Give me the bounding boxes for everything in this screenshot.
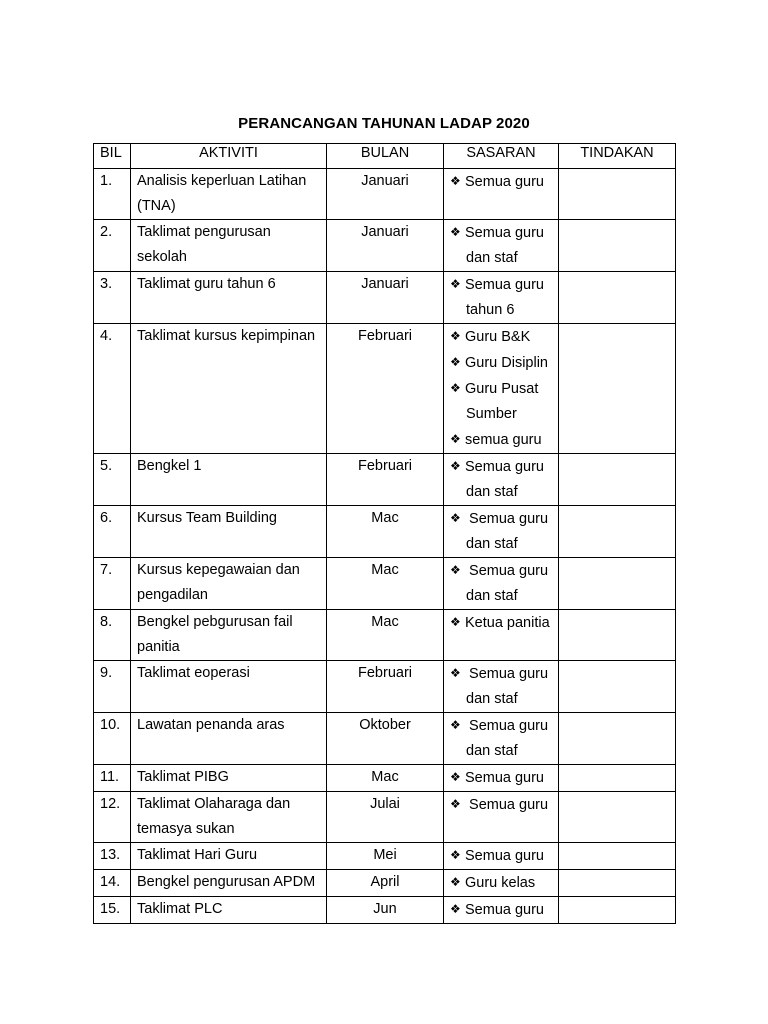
cell-bil: 5.: [94, 454, 131, 506]
diamond-bullet-icon: ❖: [450, 432, 461, 446]
cell-aktiviti: Taklimat PLC: [131, 897, 327, 924]
cell-aktiviti: Lawatan penanda aras: [131, 713, 327, 765]
table-row: [94, 220, 676, 272]
cell-aktiviti: Bengkel pengurusan APDM: [131, 870, 327, 897]
cell-sasaran: [444, 661, 559, 713]
sasaran-text: Semua guru: [465, 902, 544, 918]
sasaran-item: [450, 765, 552, 791]
cell-aktiviti: Taklimat Hari Guru: [131, 843, 327, 870]
table-row: [94, 454, 676, 506]
sasaran-item: [450, 687, 552, 712]
table-row: [94, 272, 676, 324]
sasaran-item: [450, 169, 552, 195]
cell-bulan: Mac: [327, 506, 444, 558]
cell-aktiviti: Kursus kepegawaian dan pengadilan: [131, 558, 327, 610]
sasaran-text: Semua guru: [465, 666, 549, 682]
sasaran-text: Guru kelas: [465, 875, 536, 891]
table-row: [94, 897, 676, 924]
sasaran-text: semua guru: [465, 432, 542, 448]
cell-bil: 12.: [94, 792, 131, 843]
cell-bulan: Januari: [327, 272, 444, 324]
sasaran-text: Semua guru: [465, 848, 544, 864]
cell-sasaran: [444, 870, 559, 897]
cell-bulan: Februari: [327, 324, 444, 454]
cell-aktiviti: Taklimat PIBG: [131, 765, 327, 792]
diamond-bullet-icon: ❖: [450, 875, 461, 889]
cell-tindakan: [559, 870, 676, 897]
sasaran-item: [450, 298, 552, 323]
sasaran-item: [450, 870, 552, 896]
cell-aktiviti: Taklimat guru tahun 6: [131, 272, 327, 324]
sasaran-text: Semua guru: [465, 174, 544, 190]
sasaran-text: Guru Disiplin: [465, 355, 548, 371]
cell-bil: 8.: [94, 610, 131, 661]
cell-sasaran: [444, 324, 559, 454]
header-sasaran: SASARAN: [444, 144, 559, 169]
cell-bulan: Julai: [327, 792, 444, 843]
diamond-bullet-icon: ❖: [450, 174, 461, 188]
table-body: [94, 169, 676, 924]
diamond-bullet-icon: ❖: [450, 770, 461, 784]
cell-bulan: Januari: [327, 169, 444, 220]
sasaran-item: [450, 661, 552, 687]
sasaran-item: [450, 843, 552, 869]
cell-sasaran: [444, 792, 559, 843]
diamond-bullet-icon: ❖: [450, 797, 461, 811]
cell-tindakan: [559, 169, 676, 220]
diamond-bullet-icon: ❖: [450, 355, 461, 369]
diamond-bullet-icon: ❖: [450, 511, 461, 525]
cell-bulan: Mac: [327, 765, 444, 792]
cell-bulan: Mac: [327, 610, 444, 661]
cell-tindakan: [559, 454, 676, 506]
sasaran-item: [450, 402, 552, 427]
cell-bulan: April: [327, 870, 444, 897]
cell-bulan: Mei: [327, 843, 444, 870]
sasaran-text: Semua guru: [465, 511, 549, 527]
sasaran-item: [450, 324, 552, 350]
cell-bil: 14.: [94, 870, 131, 897]
cell-bil: 3.: [94, 272, 131, 324]
cell-bulan: Jun: [327, 897, 444, 924]
cell-sasaran: [444, 220, 559, 272]
cell-bil: 7.: [94, 558, 131, 610]
cell-sasaran: [444, 454, 559, 506]
sasaran-item: [450, 739, 552, 764]
sasaran-text: Semua guru: [465, 797, 549, 813]
sasaran-text: Semua guru: [465, 277, 544, 293]
cell-tindakan: [559, 610, 676, 661]
page-title: PERANCANGAN TAHUNAN LADAP 2020: [238, 115, 530, 132]
cell-aktiviti: Taklimat pengurusan sekolah: [131, 220, 327, 272]
header-bil: BIL: [94, 144, 131, 169]
sasaran-text: tahun 6: [466, 302, 515, 318]
diamond-bullet-icon: ❖: [450, 666, 461, 680]
diamond-bullet-icon: ❖: [450, 277, 461, 291]
cell-bil: 1.: [94, 169, 131, 220]
diamond-bullet-icon: ❖: [450, 329, 461, 343]
diamond-bullet-icon: ❖: [450, 848, 461, 862]
sasaran-text: Guru B&K: [465, 329, 531, 345]
table-row: [94, 843, 676, 870]
sasaran-item: [450, 376, 552, 402]
cell-bulan: Oktober: [327, 713, 444, 765]
sasaran-item: [450, 532, 552, 557]
cell-bulan: Januari: [327, 220, 444, 272]
table-row: [94, 610, 676, 661]
diamond-bullet-icon: ❖: [450, 381, 461, 395]
sasaran-item: [450, 350, 552, 376]
cell-aktiviti: Analisis keperluan Latihan (TNA): [131, 169, 327, 220]
cell-tindakan: [559, 792, 676, 843]
sasaran-text: Semua guru: [465, 459, 544, 475]
sasaran-text: Semua guru: [465, 225, 544, 241]
cell-sasaran: [444, 272, 559, 324]
table-row: [94, 506, 676, 558]
diamond-bullet-icon: ❖: [450, 615, 461, 629]
cell-tindakan: [559, 661, 676, 713]
cell-sasaran: [444, 558, 559, 610]
annual-plan-table: [93, 143, 676, 924]
cell-bil: 10.: [94, 713, 131, 765]
sasaran-text: dan staf: [466, 588, 518, 604]
cell-tindakan: [559, 713, 676, 765]
cell-tindakan: [559, 220, 676, 272]
cell-sasaran: [444, 713, 559, 765]
sasaran-item: [450, 792, 552, 818]
table-row: [94, 169, 676, 220]
sasaran-text: Semua guru: [465, 718, 549, 734]
sasaran-text: dan staf: [466, 536, 518, 552]
table-row: [94, 661, 676, 713]
sasaran-text: dan staf: [466, 250, 518, 266]
sasaran-item: [450, 220, 552, 246]
sasaran-text: Semua guru: [465, 563, 549, 579]
cell-bulan: Februari: [327, 454, 444, 506]
diamond-bullet-icon: ❖: [450, 225, 461, 239]
cell-tindakan: [559, 765, 676, 792]
diamond-bullet-icon: ❖: [450, 902, 461, 916]
cell-bil: 4.: [94, 324, 131, 454]
cell-aktiviti: Kursus Team Building: [131, 506, 327, 558]
table-row: [94, 765, 676, 792]
sasaran-item: [450, 506, 552, 532]
header-aktiviti: AKTIVITI: [131, 144, 327, 169]
table-row: [94, 713, 676, 765]
cell-tindakan: [559, 324, 676, 454]
cell-aktiviti: Bengkel 1: [131, 454, 327, 506]
cell-aktiviti: Taklimat kursus kepimpinan: [131, 324, 327, 454]
sasaran-text: dan staf: [466, 484, 518, 500]
sasaran-item: [450, 480, 552, 505]
sasaran-item: [450, 427, 552, 453]
sasaran-item: [450, 558, 552, 584]
cell-bulan: Februari: [327, 661, 444, 713]
cell-aktiviti: Taklimat eoperasi: [131, 661, 327, 713]
diamond-bullet-icon: ❖: [450, 563, 461, 577]
cell-tindakan: [559, 843, 676, 870]
diamond-bullet-icon: ❖: [450, 459, 461, 473]
sasaran-item: [450, 454, 552, 480]
cell-aktiviti: Taklimat Olaharaga dan temasya sukan: [131, 792, 327, 843]
cell-bil: 15.: [94, 897, 131, 924]
sasaran-text: dan staf: [466, 743, 518, 759]
cell-bil: 9.: [94, 661, 131, 713]
sasaran-text: dan staf: [466, 691, 518, 707]
sasaran-item: [450, 713, 552, 739]
cell-bil: 13.: [94, 843, 131, 870]
cell-tindakan: [559, 558, 676, 610]
sasaran-item: [450, 246, 552, 271]
sasaran-text: Ketua panitia: [465, 615, 550, 631]
cell-bil: 2.: [94, 220, 131, 272]
cell-sasaran: [444, 843, 559, 870]
cell-sasaran: [444, 506, 559, 558]
table-row: [94, 558, 676, 610]
header-bulan: BULAN: [327, 144, 444, 169]
cell-sasaran: [444, 897, 559, 924]
sasaran-text: Sumber: [466, 406, 517, 422]
cell-sasaran: [444, 169, 559, 220]
sasaran-item: [450, 584, 552, 609]
table-row: [94, 324, 676, 454]
sasaran-text: Semua guru: [465, 770, 544, 786]
table-header: [94, 144, 676, 169]
diamond-bullet-icon: ❖: [450, 718, 461, 732]
cell-tindakan: [559, 897, 676, 924]
sasaran-item: [450, 897, 552, 923]
sasaran-item: [450, 610, 552, 636]
header-tindakan: TINDAKAN: [559, 144, 676, 169]
cell-sasaran: [444, 765, 559, 792]
cell-bil: 11.: [94, 765, 131, 792]
header-row: [94, 144, 676, 169]
cell-sasaran: [444, 610, 559, 661]
cell-bil: 6.: [94, 506, 131, 558]
cell-aktiviti: Bengkel pebgurusan fail panitia: [131, 610, 327, 661]
table-row: [94, 792, 676, 843]
sasaran-item: [450, 272, 552, 298]
cell-bulan: Mac: [327, 558, 444, 610]
table-row: [94, 870, 676, 897]
cell-tindakan: [559, 506, 676, 558]
sasaran-text: Guru Pusat: [465, 381, 539, 397]
cell-tindakan: [559, 272, 676, 324]
